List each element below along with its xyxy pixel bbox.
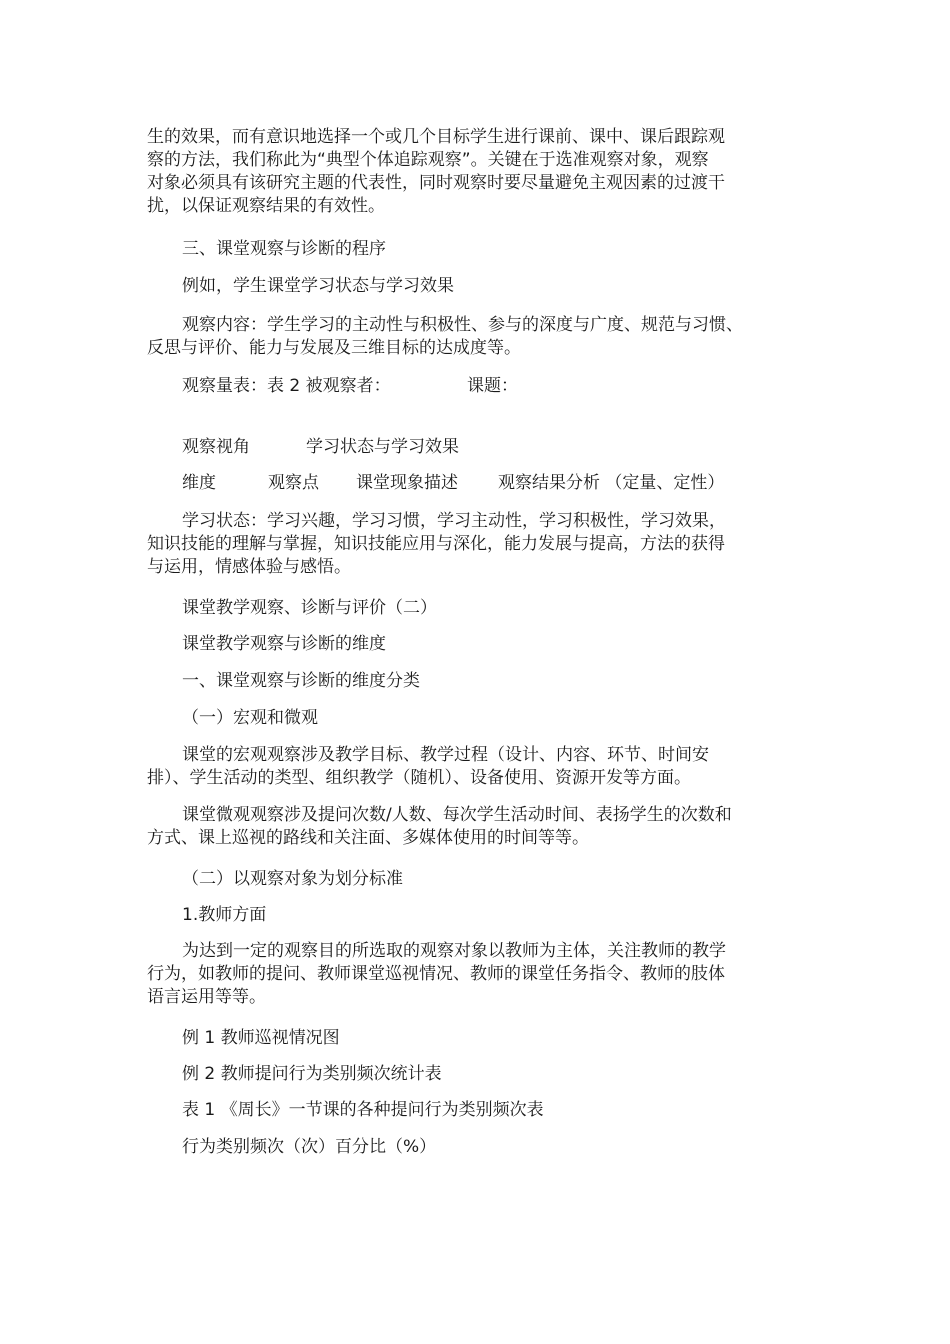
view-angle-value: 学习状态与学习效果 (306, 437, 459, 457)
example-caption: 例 1 教师巡视情况图 (182, 1028, 340, 1048)
text-line: 语言运用等等。 (147, 987, 266, 1007)
phenomenon-col: 课堂现象描述 (356, 473, 458, 493)
text-line: 知识技能的理解与掌握，知识技能应用与深化，能力发展与提高，方法的获得 (147, 534, 725, 554)
table-header: 行为类别频次（次）百分比（%） (182, 1137, 437, 1157)
intro-paragraph (147, 126, 812, 218)
part-title: 课堂教学观察、诊断与评价（二） (182, 598, 437, 618)
section-heading: 一、课堂观察与诊断的维度分类 (182, 671, 420, 691)
observe-content-paragraph (147, 314, 812, 360)
text-line: 观察内容：学生学习的主动性与积极性、参与的深度与广度、规范与习惯、 (182, 315, 743, 335)
observe-point-col: 观察点 (268, 473, 319, 493)
section-heading: 三、课堂观察与诊断的程序 (182, 239, 386, 259)
learning-state-paragraph (147, 510, 812, 579)
macro-paragraph (147, 744, 812, 790)
teacher-heading: 1.教师方面 (182, 905, 267, 925)
example-line: 例如，学生课堂学习状态与学习效果 (182, 276, 454, 296)
example-caption: 例 2 教师提问行为类别频次统计表 (182, 1064, 442, 1084)
text-line: 为达到一定的观察目的所选取的观察对象以教师为主体，关注教师的教学 (182, 941, 726, 961)
micro-paragraph (147, 804, 812, 850)
dimension-col: 维度 (182, 473, 216, 493)
table-title: 表 1 《周长》一节课的各种提问行为类别频次表 (182, 1100, 544, 1120)
part-subtitle: 课堂教学观察与诊断的维度 (182, 634, 386, 654)
topic-label: 课题： (467, 376, 518, 396)
subsection-heading: （一）宏观和微观 (182, 708, 318, 728)
text-line: 生的效果，而有意识地选择一个或几个目标学生进行课前、课中、课后跟踪观 (147, 127, 725, 147)
text-line: 扰，以保证观察结果的有效性。 (147, 196, 385, 216)
text-line: 学习状态：学习兴趣，学习习惯，学习主动性，学习积极性，学习效果， (182, 511, 726, 531)
view-angle-label: 观察视角 (182, 437, 250, 457)
text-line: 排）、学生活动的类型、组织教学（随机）、设备使用、资源开发等方面。 (147, 768, 691, 788)
text-line: 课堂的宏观观察涉及教学目标、教学过程（设计、内容、环节、时间安 (182, 745, 709, 765)
analysis-col: 观察结果分析 （定量、定性） (498, 473, 725, 493)
text-line: 与运用，情感体验与感悟。 (147, 557, 351, 577)
scale-label: 观察量表：表 2 被观察者： (182, 376, 391, 396)
text-line: 行为，如教师的提问、教师课堂巡视情况、教师的课堂任务指令、教师的肢体 (147, 964, 725, 984)
teacher-paragraph (147, 940, 812, 1009)
text-line: 方式、课上巡视的路线和关注面、多媒体使用的时间等等。 (147, 828, 589, 848)
text-line: 课堂微观观察涉及提问次数/人数、每次学生活动时间、表扬学生的次数和 (182, 805, 732, 825)
subsection-heading: （二）以观察对象为划分标准 (182, 869, 403, 889)
text-line: 反思与评价、能力与发展及三维目标的达成度等。 (147, 338, 521, 358)
text-line: 察的方法，我们称此为“典型个体追踪观察”。关键在于选准观察对象，观察 (147, 150, 709, 170)
text-line: 对象必须具有该研究主题的代表性，同时观察时要尽量避免主观因素的过渡干 (147, 173, 725, 193)
